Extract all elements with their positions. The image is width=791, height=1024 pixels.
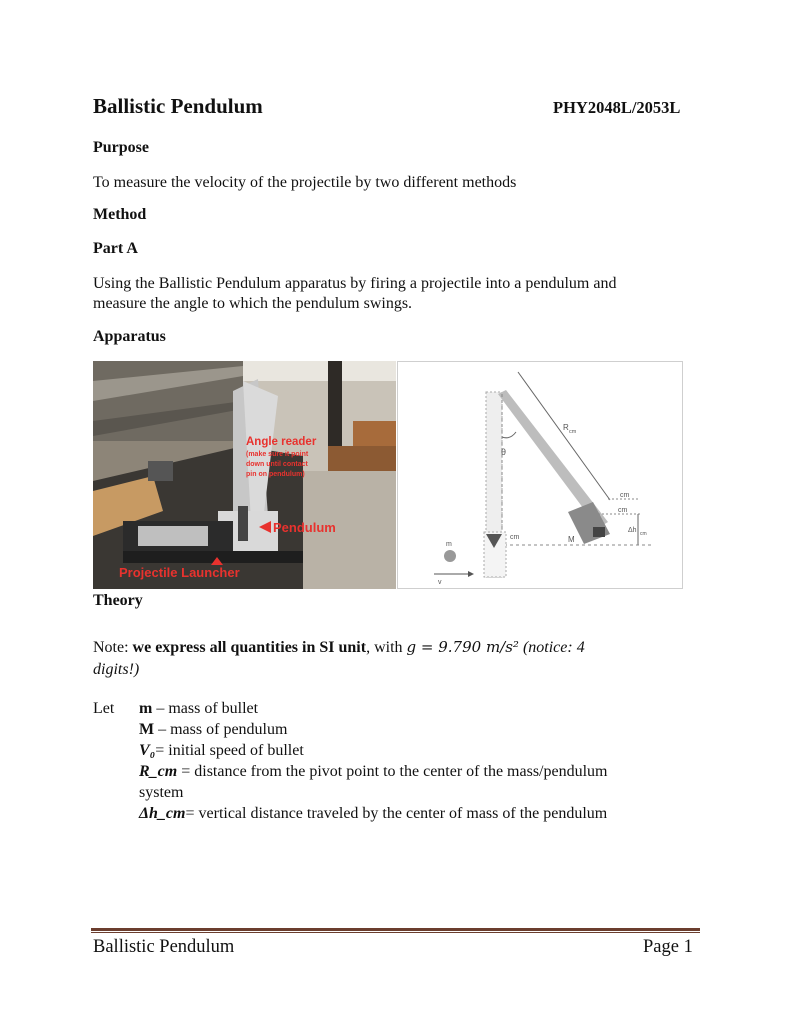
definition-symbol: Δh_cm (139, 805, 186, 822)
bullet-m-label: m (446, 541, 452, 548)
angle-reader-note-1: (make sure it point (246, 451, 309, 458)
purpose-heading: Purpose (93, 139, 149, 156)
delta-h-subscript: cm (640, 531, 647, 537)
rcm-subscript: cm (569, 429, 577, 435)
definition-symbol: R_cm (139, 763, 178, 780)
definition-item (139, 761, 699, 782)
part-a-line-2: measure the angle to which the pendulum swings. (93, 295, 413, 312)
cm-label-3: cm (510, 534, 520, 541)
apparatus-heading: Apparatus (93, 328, 166, 345)
part-a-heading: Part A (93, 240, 138, 257)
angle-reader-note-3: pin on pendulum) (246, 471, 305, 478)
theory-note (93, 636, 703, 681)
mass-M-label: M (568, 535, 575, 544)
definition-item (139, 803, 699, 824)
note-with: , with (366, 639, 407, 656)
definition-text: – mass of pendulum (154, 721, 288, 738)
course-code: PHY2048L/2053L (553, 98, 681, 117)
note-prefix: Note: (93, 639, 133, 656)
velocity-v-label: v (438, 579, 442, 586)
footer-rule-thick (91, 928, 700, 931)
pendulum-diagram-drawing (398, 362, 682, 588)
definition-symbol: M (139, 721, 155, 738)
definition-symbol: V₀ (139, 742, 156, 759)
definition-text: system (139, 784, 184, 801)
footer-rule-thin (91, 932, 700, 933)
note-italic-2: digits!) (93, 661, 140, 678)
cm-label-1: cm (620, 492, 630, 499)
footer-title: Ballistic Pendulum (93, 937, 235, 957)
launcher-label: Projectile Launcher (119, 565, 240, 580)
part-a-line-1: Using the Ballistic Pendulum apparatus by firing a projectile into a pendulum and (93, 275, 617, 292)
definition-text: – mass of bullet (152, 700, 259, 717)
angle-reader-label: Angle reader (246, 436, 317, 448)
definition-text: = vertical distance traveled by the center of mass of the pendulum (185, 805, 608, 822)
pendulum-label: Pendulum (273, 520, 336, 535)
cm-label-2: cm (618, 507, 628, 514)
part-a-text (93, 274, 703, 314)
definition-symbol: m (139, 700, 153, 717)
velocity-arrow-icon (468, 571, 474, 577)
definition-text: = initial speed of bullet (155, 742, 304, 759)
let-label: Let (93, 700, 115, 717)
apparatus-photo (93, 361, 396, 589)
rcm-label: R (563, 423, 569, 432)
definition-item (139, 719, 699, 740)
definition-item (139, 782, 699, 803)
definition-item (139, 698, 699, 719)
delta-h-label: Δh (628, 527, 637, 534)
angle-reader-note-2: down until contact (246, 461, 308, 468)
page-number: Page 1 (643, 937, 693, 957)
pendulum-diagram (397, 361, 683, 589)
theta-label: θ (501, 447, 507, 457)
document-title: Ballistic Pendulum (93, 94, 263, 118)
note-bold: we express all quantities in SI unit (132, 639, 367, 656)
g-expression: g = 9.790 m/s² (406, 638, 519, 656)
purpose-text: To measure the velocity of the projectile by two different methods (93, 174, 517, 191)
theory-heading: Theory (93, 592, 143, 609)
definitions-list (139, 698, 699, 824)
apparatus-photo-drawing (93, 361, 396, 589)
definition-text: = distance from the pivot point to the center of the mass/pendulum (177, 763, 608, 780)
definition-item (139, 740, 699, 761)
note-italic-1: (notice: 4 (518, 639, 585, 656)
method-heading: Method (93, 206, 147, 223)
